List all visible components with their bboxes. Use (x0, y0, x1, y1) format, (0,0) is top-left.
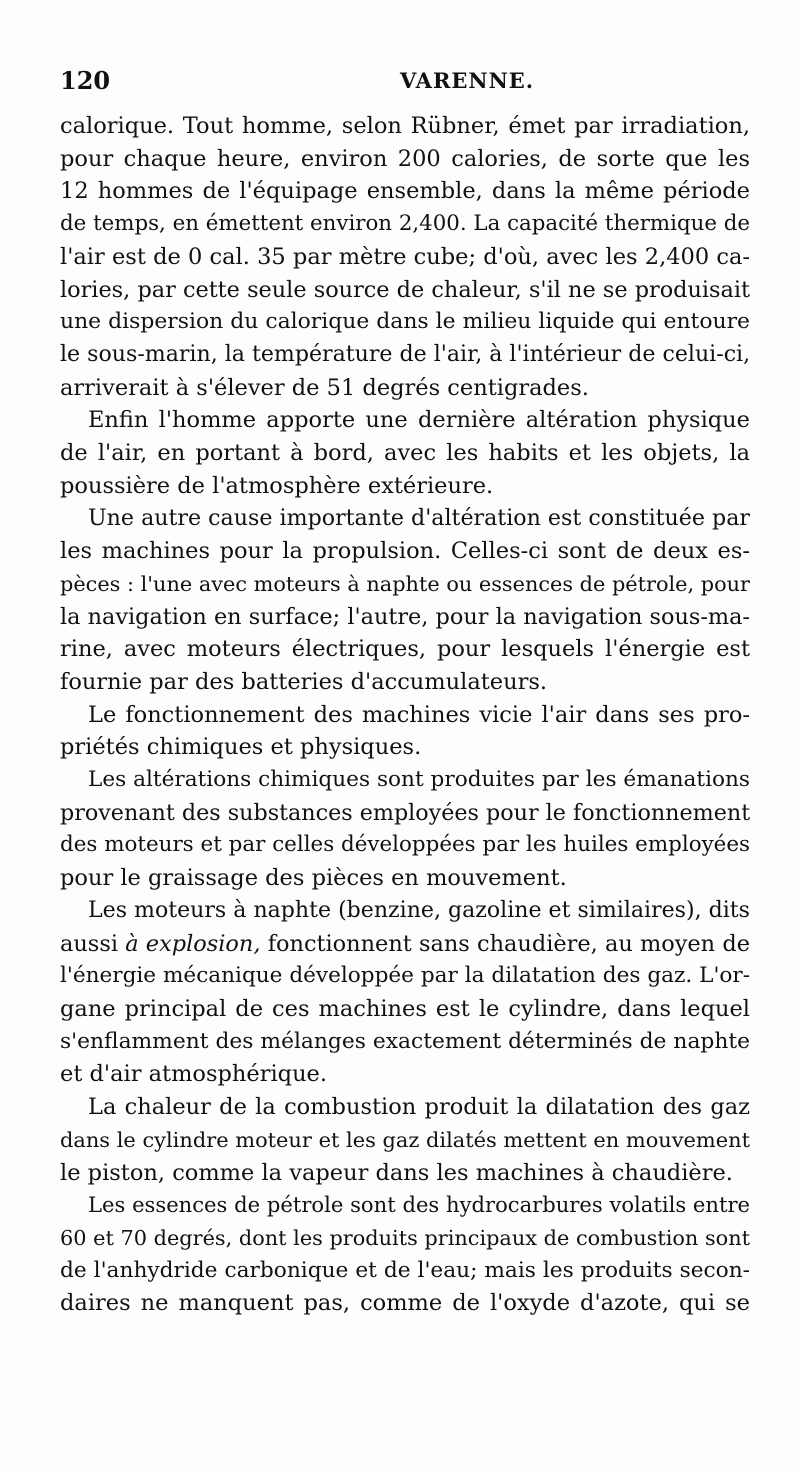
running-head: VARENNE. (400, 68, 535, 93)
text-line: Le fonctionnement des machines vicie l'air dans ses pro- (88, 701, 750, 728)
italic-term: à explosion, (125, 930, 261, 957)
text-fragment: fonctionnent sans chaudière, au moyen de (267, 930, 750, 957)
text-fragment: aussi (60, 930, 118, 957)
text-line: l'air est de 0 cal. 35 par mètre cube; d'où, avec les 2,400 ca- (60, 243, 750, 270)
text-line: de l'anhydride carbonique et de l'eau; mais les produits secon- (60, 1257, 750, 1283)
text-line: dans le cylindre moteur et les gaz dilatés mettent en mouvement (60, 1127, 750, 1152)
text-line: gane principal de ces machines est le cylindre, dans lequel (60, 995, 750, 1022)
text-line: 12 hommes de l'équipage ensemble, dans la même période (60, 178, 750, 205)
text-line: daires ne manquent pas, comme de l'oxyde d'azote, qui se (60, 1290, 750, 1317)
text-line: le piston, comme la vapeur dans les machines à chaudière. (60, 1159, 733, 1186)
text-line: la navigation en surface; l'autre, pour la navigation sous-ma- (60, 603, 750, 630)
text-line: La chaleur de la combustion produit la dilatation des gaz (88, 1094, 750, 1121)
text-line: priétés chimiques et physiques. (60, 734, 422, 761)
text-line: Les essences de pétrole sont des hydrocarbures volatils entre (88, 1192, 750, 1218)
text-line: s'enflamment des mélanges exactement déterminés de naphte (60, 1028, 750, 1054)
text-line: Enfin l'homme apporte une dernière altération physique (88, 407, 750, 434)
text-line: pour chaque heure, environ 200 calories, de sorte que les (60, 145, 750, 172)
text-line: le sous-marin, la température de l'air, à l'intérieur de celui-ci, (60, 341, 751, 367)
text-line: Une autre cause importante d'altération est constituée par (88, 505, 750, 532)
text-line-with-italic (60, 928, 750, 961)
text-line: calorique. Tout homme, selon Rübner, émet par irradiation, (60, 113, 750, 139)
page-header (60, 66, 750, 102)
text-line: de l'air, en portant à bord, avec les habits et les objets, la (60, 440, 750, 467)
text-line: fournie par des batteries d'accumulateurs. (60, 668, 548, 695)
text-line: pour le graissage des pièces en mouvement. (60, 865, 567, 892)
text-line: une dispersion du calorique dans le milieu liquide qui entoure (60, 309, 750, 335)
text-line: et d'air atmosphérique. (60, 1061, 328, 1088)
text-line: 60 et 70 degrés, dont les produits principaux de combustion sont (60, 1225, 750, 1250)
page-number: 120 (60, 66, 111, 95)
text-line: les machines pour la propulsion. Celles-ci sont de deux es- (60, 538, 750, 565)
text-line: pèces : l'une avec moteurs à naphte ou essences de pétrole, pour (60, 571, 750, 596)
text-line: de temps, en émettent environ 2,400. La capacité thermique de (60, 211, 750, 237)
text-line: provenant des substances employées pour le fonctionnement (60, 799, 751, 826)
text-line: l'énergie mécanique développée par la dilatation des gaz. L'or- (60, 963, 750, 989)
text-line: Les moteurs à naphte (benzine, gazoline et similaires), dits (88, 897, 750, 923)
text-line: arriverait à s'élever de 51 degrés centigrades. (60, 374, 589, 401)
text-line: rine, avec moteurs électriques, pour lesquels l'énergie est (60, 636, 750, 663)
body-text (60, 110, 750, 1320)
text-line: Les altérations chimiques sont produites par les émanations (88, 767, 750, 793)
text-line: poussière de l'atmosphère extérieure. (60, 472, 494, 499)
text-line: lories, par cette seule source de chaleur, s'il ne se produisait (60, 276, 750, 303)
text-line: des moteurs et par celles développées par les huiles employées (60, 832, 750, 858)
